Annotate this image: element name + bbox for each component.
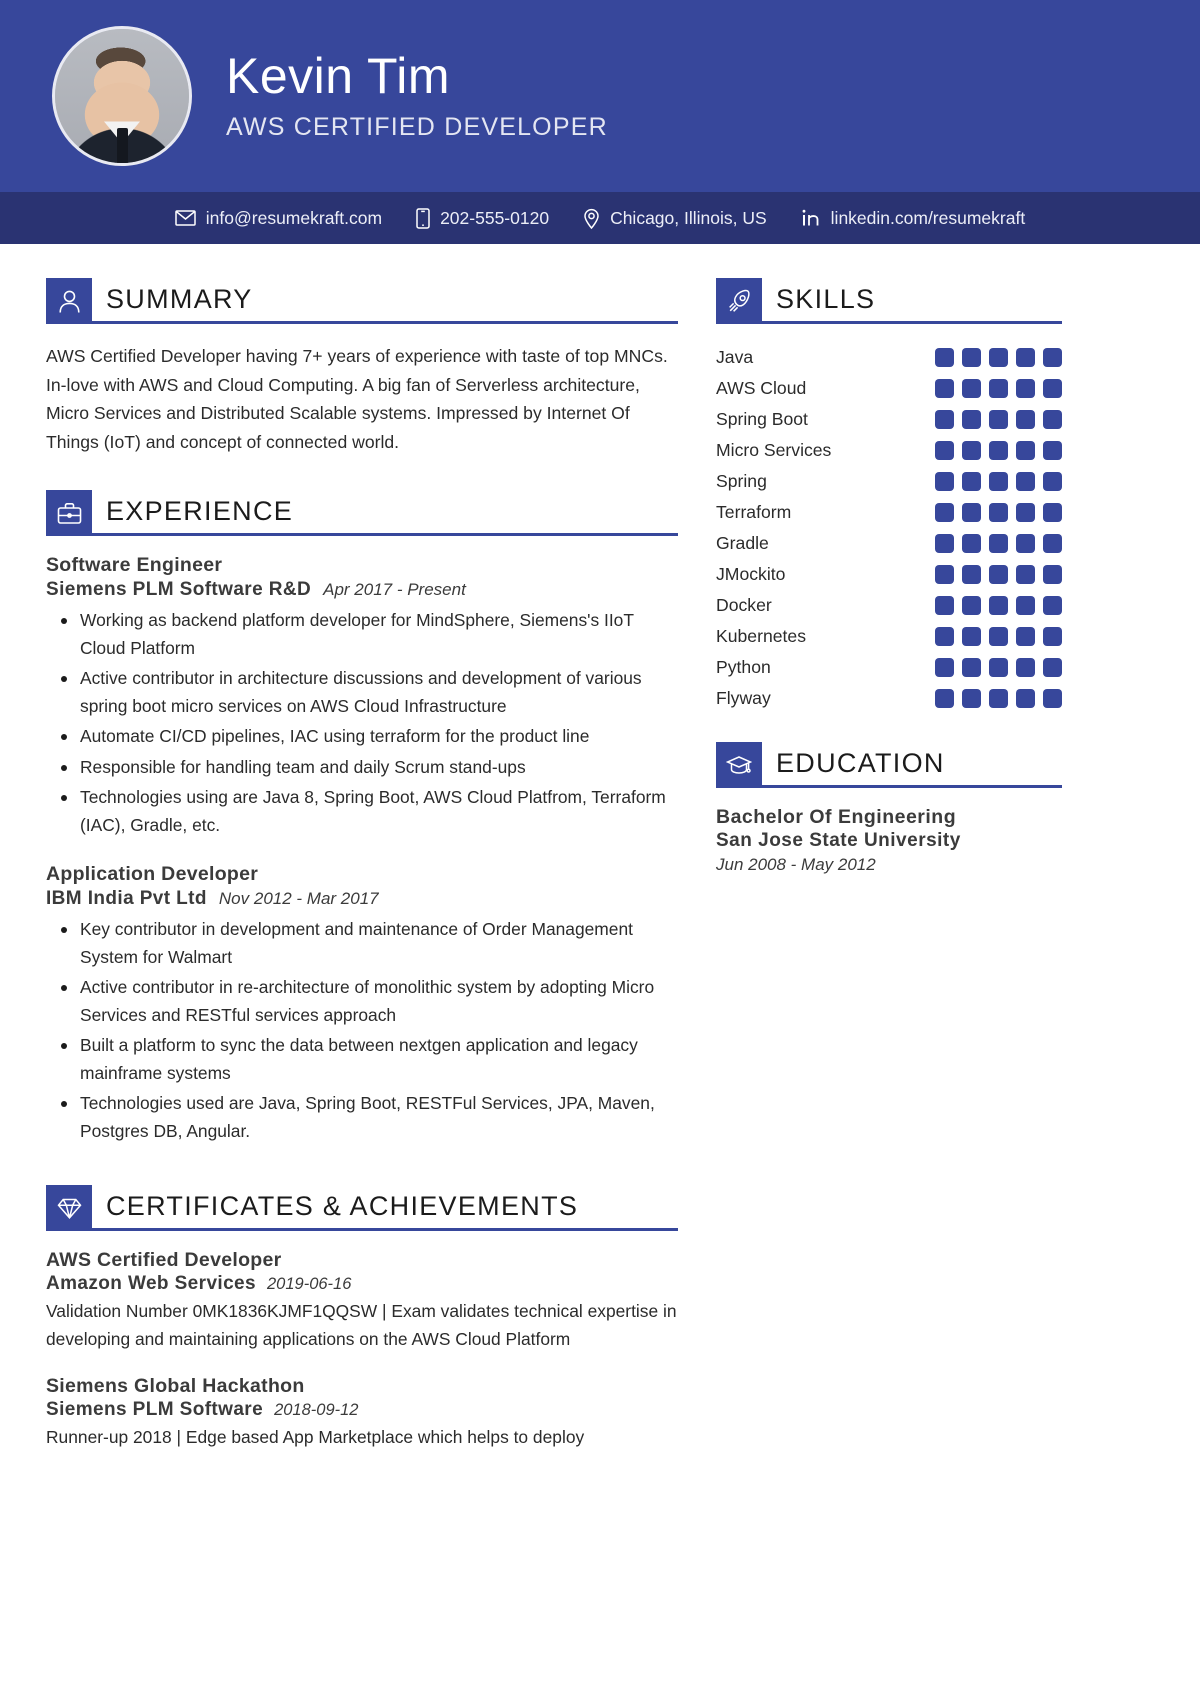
skill-rating — [935, 565, 1062, 584]
education-title: EDUCATION — [776, 748, 945, 778]
summary-title-wrap — [92, 278, 678, 324]
contact-email[interactable] — [175, 208, 382, 229]
skill-square — [935, 689, 954, 708]
bullet-item: Technologies used are Java, Spring Boot, RESTFul Services, JPA, Maven, Postgres DB, Angular. — [50, 1090, 678, 1145]
skill-square — [1043, 658, 1062, 677]
experience-item — [46, 554, 678, 839]
skill-square — [989, 472, 1008, 491]
skill-square — [989, 410, 1008, 429]
job-title: Application Developer — [46, 863, 259, 885]
skill-square — [1043, 565, 1062, 584]
skill-name: Kubernetes — [716, 626, 806, 646]
skill-square — [935, 534, 954, 553]
certificates-title-wrap — [92, 1185, 678, 1231]
skill-square — [1043, 472, 1062, 491]
job-bullets — [50, 916, 678, 1145]
rocket-icon — [716, 278, 762, 324]
certificate-issuer: Siemens PLM Software — [46, 1399, 264, 1420]
skill-square — [989, 627, 1008, 646]
skill-name: Terraform — [716, 502, 792, 522]
skill-row — [716, 342, 1062, 373]
job-title: Software Engineer — [46, 554, 223, 576]
name-block — [226, 50, 608, 142]
skill-square — [989, 348, 1008, 367]
skill-name: Python — [716, 657, 771, 677]
skills-section-header — [716, 278, 1062, 324]
certificate-meta — [46, 1399, 678, 1421]
skill-square — [989, 534, 1008, 553]
skill-square — [935, 658, 954, 677]
job-meta — [46, 579, 678, 601]
skill-row — [716, 621, 1062, 652]
certificate-meta — [46, 1273, 678, 1295]
education-degree: Bachelor Of Engineering — [716, 806, 957, 828]
phone-icon — [416, 208, 430, 229]
skill-square — [962, 534, 981, 553]
skill-square — [1016, 441, 1035, 460]
contact-email-text: info@resumekraft.com — [205, 207, 383, 228]
education-school: San Jose State University — [716, 830, 961, 851]
candidate-role: AWS CERTIFIED DEVELOPER — [226, 112, 608, 141]
skill-square — [1016, 410, 1035, 429]
contact-location-text: Chicago, Illinois, US — [610, 207, 767, 228]
skill-rating — [935, 379, 1062, 398]
skill-square — [962, 658, 981, 677]
skill-rating — [935, 534, 1062, 553]
job-company: Siemens PLM Software R&D — [46, 579, 312, 600]
certificate-item — [46, 1249, 678, 1353]
skill-rating — [935, 410, 1062, 429]
job-company: IBM India Pvt Ltd — [46, 888, 207, 909]
skill-rating — [935, 348, 1062, 367]
skill-square — [1043, 596, 1062, 615]
right-column — [716, 278, 1062, 1474]
bullet-item: Active contributor in re-architecture of monolithic system by adopting Micro Services and RESTful services approach — [50, 974, 678, 1029]
skill-square — [962, 596, 981, 615]
skill-square — [962, 565, 981, 584]
skill-square — [935, 503, 954, 522]
skill-square — [935, 472, 954, 491]
skill-square — [1043, 534, 1062, 553]
experience-section-header — [46, 490, 678, 536]
person-icon — [46, 278, 92, 324]
education-dates: Jun 2008 - May 2012 — [716, 855, 876, 874]
skill-square — [989, 503, 1008, 522]
skill-square — [962, 410, 981, 429]
skill-square — [1016, 534, 1035, 553]
experience-title: EXPERIENCE — [106, 496, 294, 526]
bullet-item: Key contributor in development and maintenance of Order Management System for Walmart — [50, 916, 678, 971]
skill-name: Spring — [716, 471, 767, 491]
experience-title-wrap — [92, 490, 678, 536]
resume-body — [0, 244, 1200, 1474]
skill-square — [1016, 348, 1035, 367]
skill-row — [716, 466, 1062, 497]
certificate-description: Validation Number 0MK1836KJMF1QQSW | Exam validates technical expertise in developing and maintaining applications on the AWS Cloud Platform — [46, 1301, 677, 1349]
certificate-title: Siemens Global Hackathon — [46, 1375, 305, 1397]
skill-square — [989, 658, 1008, 677]
skill-square — [1043, 503, 1062, 522]
skills-title-wrap — [762, 278, 1062, 324]
skill-row — [716, 404, 1062, 435]
skill-square — [989, 379, 1008, 398]
job-bullets — [50, 607, 678, 839]
skill-square — [1043, 410, 1062, 429]
candidate-name: Kevin Tim — [226, 48, 451, 105]
bullet-item: Built a platform to sync the data between nextgen application and legacy mainframe systems — [50, 1032, 678, 1087]
envelope-icon — [175, 210, 196, 226]
skill-square — [1016, 689, 1035, 708]
skill-square — [1016, 627, 1035, 646]
skill-row — [716, 528, 1062, 559]
skill-square — [935, 379, 954, 398]
skill-square — [962, 472, 981, 491]
skill-rating — [935, 658, 1062, 677]
contact-linkedin-text: linkedin.com/resumekraft — [830, 207, 1026, 228]
skill-square — [962, 503, 981, 522]
skill-square — [989, 441, 1008, 460]
skill-name: JMockito — [716, 564, 786, 584]
skill-square — [1043, 348, 1062, 367]
job-meta — [46, 888, 678, 910]
contact-phone-text: 202-555-0120 — [440, 207, 550, 228]
left-column — [46, 278, 678, 1474]
certificate-title: AWS Certified Developer — [46, 1249, 282, 1271]
bullet-item: Responsible for handling team and daily Scrum stand-ups — [50, 754, 678, 782]
skill-name: Spring Boot — [716, 409, 808, 429]
skill-row — [716, 652, 1062, 683]
skill-square — [1016, 472, 1035, 491]
skill-square — [962, 627, 981, 646]
contact-location[interactable] — [583, 208, 767, 229]
bullet-item: Technologies using are Java 8, Spring Boot, AWS Cloud Platfrom, Terraform (IAC), Gradle, etc. — [50, 784, 678, 839]
skill-name: Gradle — [716, 533, 769, 553]
skill-row — [716, 497, 1062, 528]
contact-bar — [0, 192, 1200, 244]
skill-name: Flyway — [716, 688, 771, 708]
certificates-section-header — [46, 1185, 678, 1231]
skill-square — [1016, 596, 1035, 615]
job-dates: Apr 2017 - Present — [323, 580, 466, 599]
bullet-item: Automate CI/CD pipelines, IAC using terraform for the product line — [50, 723, 678, 751]
skill-row — [716, 435, 1062, 466]
summary-section-header — [46, 278, 678, 324]
summary-title: SUMMARY — [106, 284, 253, 314]
skill-square — [1016, 503, 1035, 522]
skill-square — [962, 379, 981, 398]
skill-square — [989, 565, 1008, 584]
skill-square — [935, 441, 954, 460]
education-section-header — [716, 742, 1062, 788]
resume-header — [0, 0, 1200, 192]
skill-square — [1043, 441, 1062, 460]
contact-phone[interactable] — [416, 208, 549, 229]
summary-text: AWS Certified Developer having 7+ years of experience with taste of top MNCs. In-love with AWS and Cloud Computing. A big fan of Serverless architecture, Micro Services and Distributed Scalable systems. Impressed by Internet Of Things (IoT) and concept of connected world. — [46, 346, 668, 452]
avatar-tie — [117, 128, 128, 166]
skill-square — [989, 596, 1008, 615]
spacer — [46, 456, 678, 490]
skill-row — [716, 373, 1062, 404]
skill-square — [935, 410, 954, 429]
education-item — [716, 806, 1062, 875]
job-dates: Nov 2012 - Mar 2017 — [218, 889, 379, 908]
skill-square — [935, 596, 954, 615]
certificate-date: 2019-06-16 — [267, 1275, 352, 1293]
skill-square — [935, 348, 954, 367]
skill-square — [962, 441, 981, 460]
certificates-title: CERTIFICATES & ACHIEVEMENTS — [106, 1191, 579, 1221]
skills-title: SKILLS — [776, 284, 876, 314]
skill-rating — [935, 627, 1062, 646]
diamond-icon — [46, 1185, 92, 1231]
skill-rating — [935, 596, 1062, 615]
skill-square — [1016, 379, 1035, 398]
skill-name: Micro Services — [716, 440, 832, 460]
skill-rating — [935, 472, 1062, 491]
linkedin-icon — [801, 208, 821, 228]
skill-rating — [935, 503, 1062, 522]
skill-square — [1043, 689, 1062, 708]
skill-square — [935, 565, 954, 584]
skill-rating — [935, 441, 1062, 460]
certificate-description: Runner-up 2018 | Edge based App Marketplace which helps to deploy — [46, 1427, 585, 1447]
bullet-item: Active contributor in architecture discussions and development of various spring boot micro services on AWS Cloud Infrastructure — [50, 665, 678, 720]
skill-rating — [935, 689, 1062, 708]
experience-item — [46, 863, 678, 1145]
skill-square — [989, 689, 1008, 708]
skill-name: AWS Cloud — [716, 378, 807, 398]
skill-square — [935, 627, 954, 646]
skill-row — [716, 559, 1062, 590]
education-title-wrap — [762, 742, 1062, 788]
skills-list — [716, 342, 1062, 714]
skill-square — [962, 689, 981, 708]
contact-linkedin[interactable] — [801, 208, 1026, 229]
skill-square — [1016, 658, 1035, 677]
avatar — [52, 26, 192, 166]
bullet-item: Working as backend platform developer for MindSphere, Siemens's IIoT Cloud Platform — [50, 607, 678, 662]
spacer — [46, 845, 678, 863]
skill-name: Docker — [716, 595, 772, 615]
certificate-date: 2018-09-12 — [274, 1401, 359, 1419]
skill-square — [1043, 379, 1062, 398]
skill-name: Java — [716, 347, 754, 367]
location-pin-icon — [583, 208, 600, 229]
skill-square — [1043, 627, 1062, 646]
certificate-item — [46, 1375, 678, 1452]
certificate-issuer: Amazon Web Services — [46, 1273, 256, 1294]
briefcase-icon — [46, 490, 92, 536]
skill-row — [716, 590, 1062, 621]
skill-row — [716, 683, 1062, 714]
skill-square — [962, 348, 981, 367]
skill-square — [1016, 565, 1035, 584]
graduation-cap-icon — [716, 742, 762, 788]
spacer — [46, 1151, 678, 1185]
